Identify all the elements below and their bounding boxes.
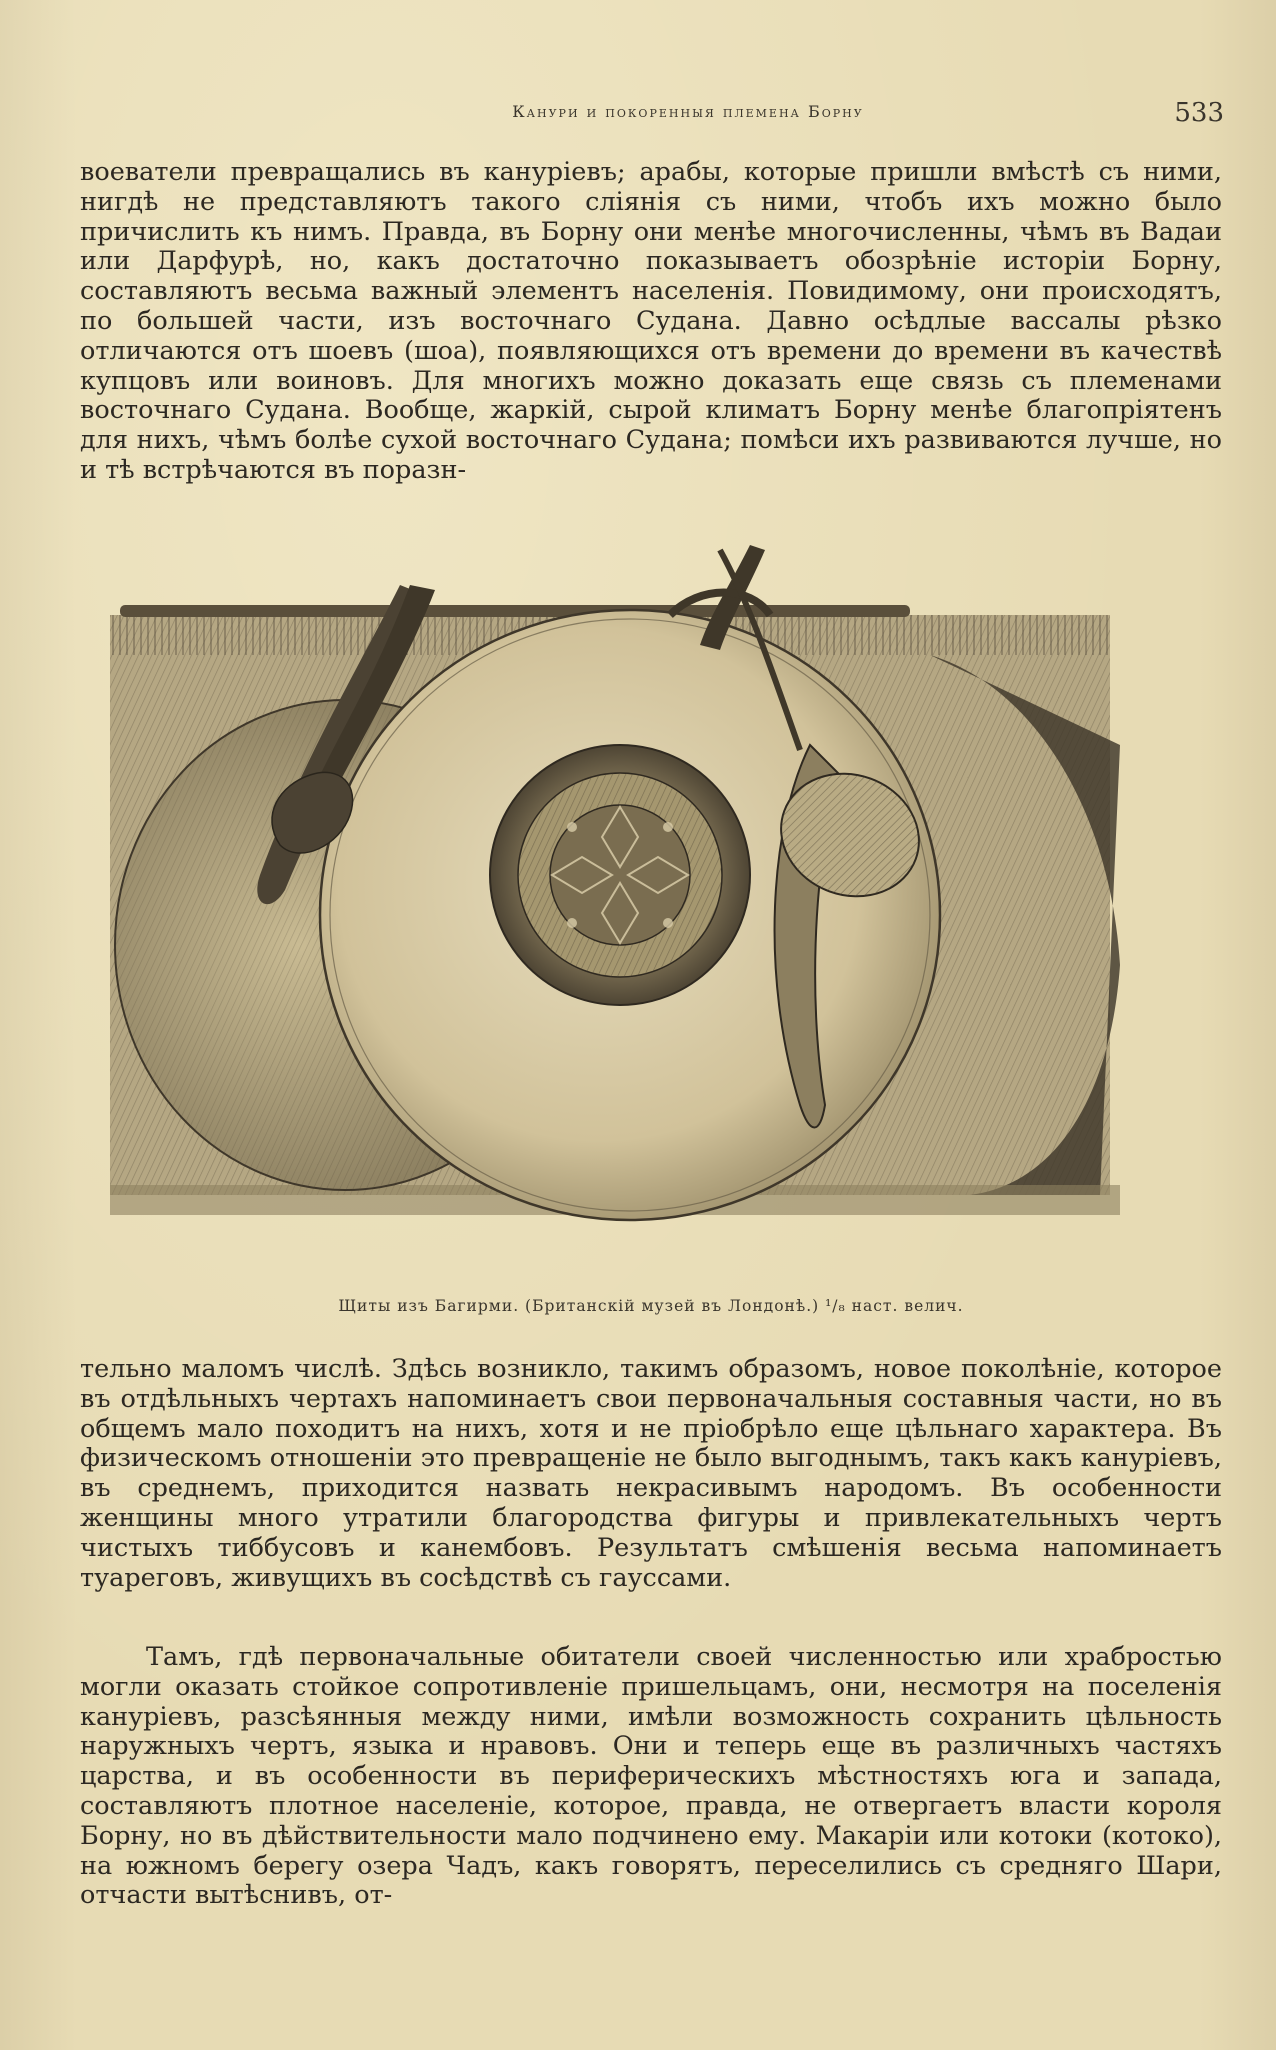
shields-illustration — [110, 545, 1210, 1270]
page-number: 533 — [1174, 98, 1224, 128]
running-head: Канури и покоренныя племена Борну — [512, 102, 864, 121]
paragraph-1: воеватели превращались въ канурiевъ; арабы, которые пришли вмѣстѣ съ ними, нигдѣ не представляютъ такого слiянiя съ ними, чтобъ ихъ можно было причислить къ нимъ. Правда, въ Борну они менѣе многочисленны, чѣмъ въ Вадаи или Дарфурѣ, но, какъ достаточно показываетъ обозрѣнiе исторiи Борну, составляютъ весьма важный элементъ населенiя. Повидимому, они происходятъ, по большей части, изъ восточнаго Судана. Давно осѣдлые вассалы рѣзко отличаются отъ шоевъ (шоа), появляющихся отъ времени до времени въ качествѣ купцовъ или воиновъ. Для многихъ можно доказать еще связь съ племенами восточнаго Судана. Вообще, жаркiй, сырой климатъ Борну менѣе благопрiятенъ для нихъ, чѣмъ болѣе сухой восточнаго Судана; помѣси ихъ развиваются лучше, но и тѣ встрѣчаются въ поразн- — [80, 157, 1222, 485]
figure-caption: Щиты изъ Багирми. (Британскiй музей въ Лондонѣ.) ¹/₈ наст. велич. — [338, 1297, 964, 1315]
page-header — [78, 98, 1224, 132]
hanging-rod — [120, 605, 910, 617]
paragraph-2: тельно маломъ числѣ. Здѣсь возникло, такимъ образомъ, новое поколѣнiе, которое въ отдѣльныхъ чертахъ напоминаетъ свои первоначальныя составныя части, но въ общемъ мало походитъ на нихъ, хотя и не прiобрѣло еще цѣльнаго характера. Въ физическомъ отношенiи это превращенiе не было выгоднымъ, такъ какъ канурiевъ, въ среднемъ, приходится назвать некрасивымъ народомъ. Въ особенности женщины много утратили благородства фигуры и привлекательныхъ чертъ чистыхъ тиббусовъ и канембовъ. Результатъ смѣшенiя весьма напоминаетъ туареговъ, живущихъ въ сосѣдствѣ съ гауссами. — [80, 1354, 1222, 1593]
paragraph-3: Тамъ, гдѣ первоначальные обитатели своей численностью или храбростью могли оказать стойкое сопротивленiе пришельцамъ, они, несмотря на поселенiя канурiевъ, разсѣянныя между ними, имѣли возможность сохранить цѣльность наружныхъ чертъ, языка и нравовъ. Они и теперь еще въ различныхъ частяхъ царства, и въ особенности въ периферическихъ мѣстностяхъ юга и запада, составляютъ плотное населенiе, которое, правда, не отвергаетъ власти короля Борну, но въ дѣйствительности мало подчинено ему. Макарiи или котоки (котоко), на южномъ берегу озера Чадъ, какъ говорятъ, переселились съ средняго Шари, отчасти вытѣснивъ, от- — [80, 1642, 1222, 1911]
